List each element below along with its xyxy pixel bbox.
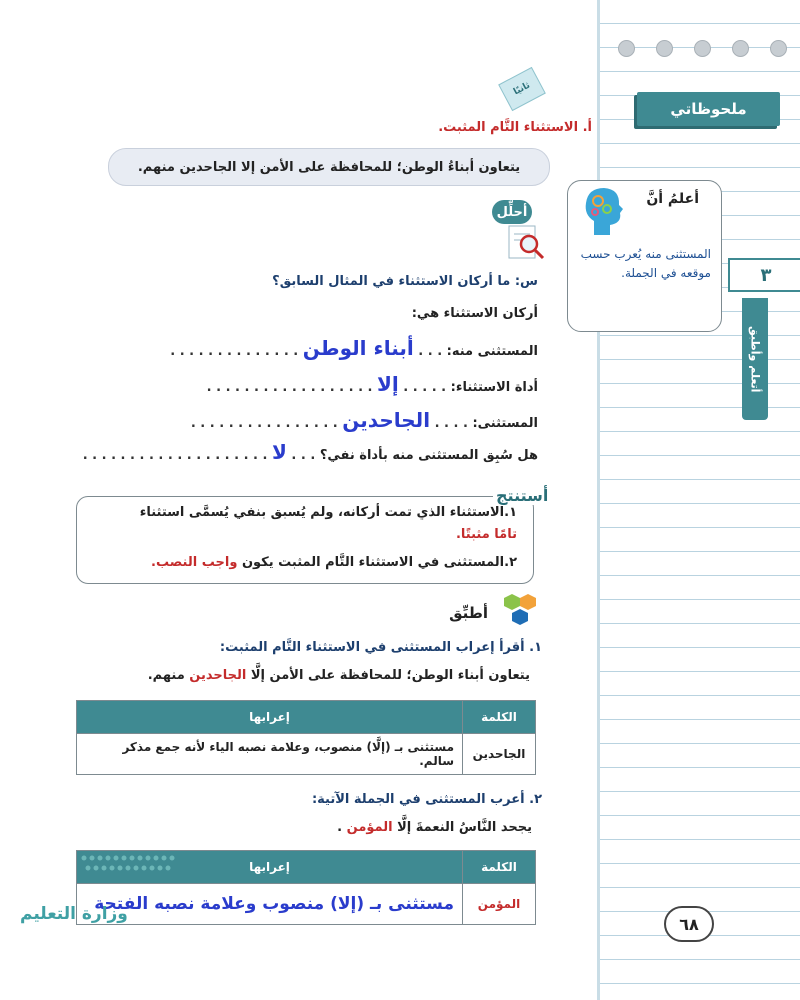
q1-title: ١. أقرأ إعراب المستثنى في الاستثناء التَّام المثبت: [219,640,542,655]
pillar-label: أداة الاستثناء: [450,380,538,395]
magnifier-icon [505,222,547,262]
know-box [567,180,722,332]
pillars-heading: أركان الاستثناء هي: [411,306,538,321]
conclusion-line: ١.الاستثناء الذي تمت أركانه، ولم يُسبق بنفي يُسمَّى استثناء [139,505,517,520]
thinking-head-icon [580,185,624,237]
q2-excepted-word: المؤمن [346,820,393,835]
conclude-label: أستنتج [493,486,551,505]
q1-table [76,700,536,775]
col-parse: إعرابها [77,851,463,884]
col-parse: إعرابها [77,701,463,734]
know-title: أعلمُ أنَّ [646,191,699,207]
table-cell-parse: مستثنى بـ (إلَّا) منصوب، وعلامة نصبه الياء لأنه جمع مذكر سالم. [77,734,463,775]
negation-row: هل سُبِق المستثنى منه بأداة نفي؟ . . . لا . . . . . . . . . . . . . . . . . . . . [82,440,538,464]
conclusion-line: ٢.المستثنى في الاستثناء التَّام المثبت يكون واجب النصب. [151,555,517,570]
binder-hole [618,40,635,57]
binder-hole [694,40,711,57]
pillar-answer: إلا [377,372,399,396]
pillar-answer: الجاحدين [342,408,431,432]
q1-excepted-word: الجاحدين [189,668,247,683]
binder-hole [732,40,749,57]
logo-dots-icon [78,852,188,880]
notes-title: ملحوظاتي [637,92,780,126]
table-cell-word: الجاحدين [463,734,536,775]
pillar-row: المستثنى: . . . . الجاحدين . . . . . . . . . . . . . . . . [190,408,538,432]
conclusion-highlight: تامًا مثبتًا. [455,527,517,542]
page-number: ٦٨ [664,906,714,942]
ministry-logo: وزارة التعليم [20,904,128,924]
q2-sentence: يجحد النَّاسُ النعمةَ إلَّا المؤمن . [337,820,532,835]
conclusion-highlight: واجب النصب. [151,555,238,570]
pillar-answer: أبناء الوطن [302,336,414,360]
table-row [77,734,536,775]
col-word: الكلمة [463,851,536,884]
table-cell-parse-answer: مستثنى بـ (إلا) منصوب وعلامة نصبه الفتحة [77,884,463,925]
binder-hole [656,40,673,57]
know-text: المستثنى منه يُعرب حسب موقعه في الجملة. [580,247,711,280]
section-title: أ. الاستثناء التَّام المثبت. [438,120,592,135]
negation-answer: لا [272,440,287,464]
pillar-label: المستثنى منه: [446,344,538,359]
question-text: س: ما أركان الاستثناء في المثال السابق؟ [272,274,538,289]
q2-title: ٢. أعرب المستثنى في الجملة الآتية: [311,792,542,807]
table-cell-word: المؤمن [463,884,536,925]
pillar-row: المستثنى منه: . . . أبناء الوطن . . . . . . . . . . . . . . [170,336,538,360]
pillar-row: أداة الاستثناء: . . . . . إلا . . . . . . . . . . . . . . . . . . [206,372,538,396]
table-row [77,884,536,925]
ribbon-text: ثانيًا [512,80,532,98]
hexagons-icon [500,592,548,628]
col-word: الكلمة [463,701,536,734]
pillar-label: المستثنى: [472,416,538,431]
example-sentence: يتعاون أبناءُ الوطن؛ للمحافظة على الأمن إلا الجاحدين منهم. [108,148,550,186]
notes-panel [597,0,800,1000]
negation-question: هل سُبِق المستثنى منه بأداة نفي؟ [319,448,538,463]
analyze-label: أحلِّل [492,200,532,224]
apply-label: أطبِّق [449,604,488,622]
side-tab-label: أتعلم وأطبق [742,298,768,420]
conclusion-box [76,496,534,584]
q1-sentence: يتعاون أبناء الوطن؛ للمحافظة على الأمن إلَّا الجاحدين منهم. [147,668,530,683]
binder-hole [770,40,787,57]
chapter-number: ٣ [728,258,800,292]
